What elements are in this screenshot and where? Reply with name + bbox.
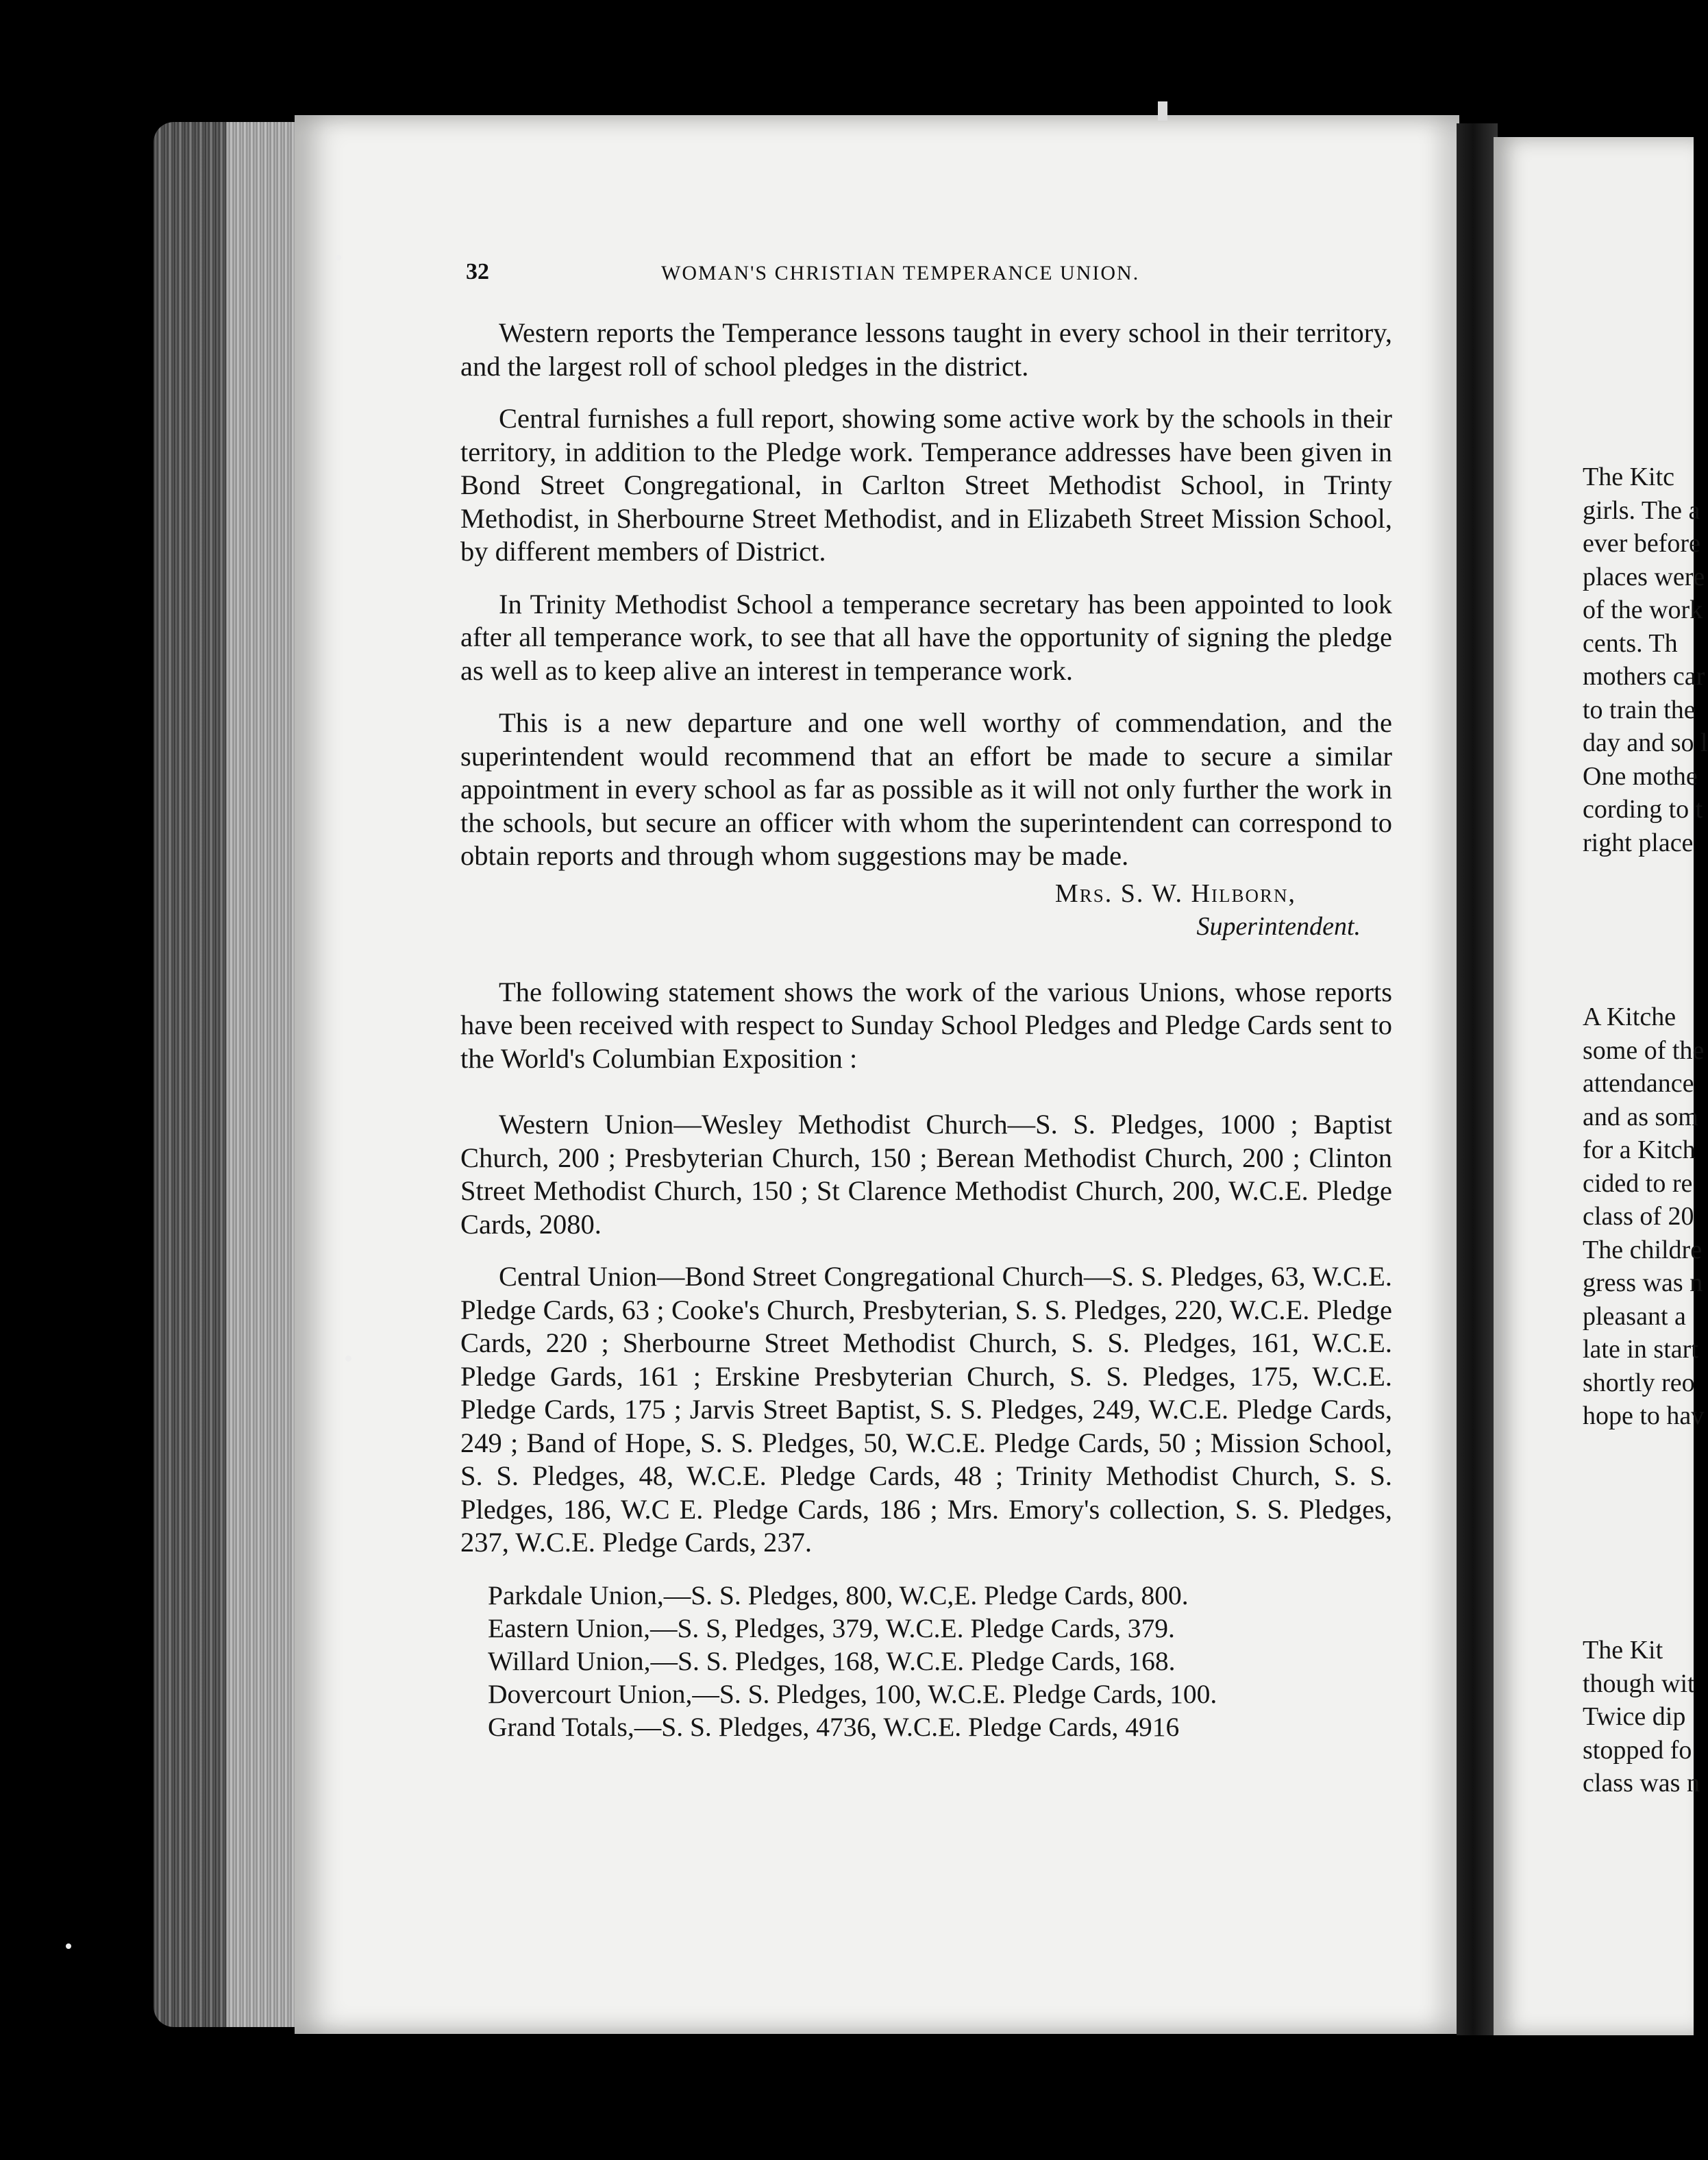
right-page-line: to train the xyxy=(1583,695,1696,724)
paragraph-statement: The following statement shows the work of the various Unions, whose reports have been received with respect to Sunday School Pledges and Pledge Cards sent to the World's Columbian Exposition : xyxy=(460,976,1392,1074)
right-page-line: The Kit xyxy=(1583,1636,1663,1665)
right-page-line: for a Kitch xyxy=(1583,1136,1696,1164)
right-page-line: pleasant a xyxy=(1583,1301,1686,1331)
main-text-column xyxy=(460,317,1392,1743)
scan-speck xyxy=(336,255,341,260)
right-page-line: cided to re xyxy=(1583,1168,1693,1198)
right-page-line: cording to t xyxy=(1583,795,1703,824)
right-page-line: and as som xyxy=(1583,1102,1698,1131)
right-page-line: shortly reo xyxy=(1583,1368,1695,1397)
right-page-line: of the work xyxy=(1583,596,1703,624)
scan-artifact xyxy=(1158,101,1167,121)
grand-totals-line: Grand Totals,—S. S. Pledges, 4736, W.C.E. Pledge Cards, 4916 xyxy=(488,1711,1180,1742)
union-totals-list xyxy=(460,1579,1392,1743)
right-page-line: right place xyxy=(1583,828,1694,857)
book-gutter xyxy=(1457,123,1498,2035)
totals-line: Eastern Union,—S. S, Pledges, 379, W.C.E. Pledge Cards, 379. xyxy=(488,1612,1175,1643)
signature-name: Mrs. S. W. Hilborn, xyxy=(1054,879,1296,908)
right-page-fragment-3 xyxy=(1583,1634,1700,1800)
scan-speck xyxy=(66,1943,71,1949)
right-page-line: though wit xyxy=(1583,1669,1695,1698)
signature-title: Superintendent. xyxy=(1196,911,1361,941)
paragraph-western-union: Western Union—Wesley Methodist Church—S. S. Pledges, 1000 ; Baptist Church, 200 ; Presbyterian Church, 150 ; Berean Methodist Church, 200 ; Clinton Street Methodist Church, 150 ; St Clarence Methodist Church, 200, W.C.E. Pledge Cards, 2080. xyxy=(460,1109,1392,1240)
right-page-line: cents. Th xyxy=(1583,628,1678,658)
scan-speck xyxy=(345,1355,351,1362)
right-page-line: girls. The a xyxy=(1583,495,1700,525)
running-head: WOMAN'S CHRISTIAN TEMPERANCE UNION. xyxy=(661,262,1140,284)
signature-block xyxy=(460,877,1361,943)
right-page-line: The Kitc xyxy=(1583,463,1675,491)
paragraph-western: Western reports the Temperance lessons taught in every school in their territory, and the largest roll of school pledges in the district. xyxy=(460,317,1392,382)
paragraph-central-union: Central Union—Bond Street Congregational Church—S. S. Pledges, 63, W.C.E. Pledge Cards, 63 ; Cooke's Church, Presbyterian, S. S. Pledges, 220, W.C.E. Pledge Cards, 220 ; Sherbourne Street Methodist Church, S. S. Pledges, 161, W.C.E. Pledge Gards, 161 ; Erskine Presbyterian Church, S. S. Pledges, 175, W.C.E. Pledge Cards, 175 ; Jarvis Street Baptist, S. S. Pledges, 249, W.C.E. Pledge Cards, 249 ; Band of Hope, S. S. Pledges, 50, W.C.E. Pledge Cards, 50 ; Mission School, S. S. Pledges, 48, W.C.E. Pledge Cards, 48 ; Trinity Methodist Church, S. S. Pledges, 186, W.C E. Pledge Cards, 186 ; Mrs. Emory's collection, S. S. Pledges, 237, W.C.E. Pledge Cards, 237. xyxy=(460,1261,1392,1558)
page-number: 32 xyxy=(466,259,489,284)
right-page-line: class was n xyxy=(1583,1769,1700,1797)
right-page-line: attendance xyxy=(1583,1069,1694,1098)
right-page-fragment-1 xyxy=(1583,461,1708,859)
right-page-line: Twice dip xyxy=(1583,1702,1686,1731)
right-page-line: The childre xyxy=(1583,1235,1703,1264)
right-page-line: day and so l xyxy=(1583,728,1708,757)
right-page-fragment-2 xyxy=(1583,1001,1705,1433)
totals-line: Willard Union,—S. S. Pledges, 168, W.C.E. Pledge Cards, 168. xyxy=(488,1645,1176,1676)
totals-line: Parkdale Union,—S. S. Pledges, 800, W.C,E. Pledge Cards, 800. xyxy=(488,1580,1189,1610)
right-page-line: gress was n xyxy=(1583,1268,1703,1297)
page-header xyxy=(466,259,1391,286)
right-page-line: class of 20 xyxy=(1583,1202,1694,1231)
right-page-line: late in start xyxy=(1583,1335,1698,1364)
paragraph-central: Central furnishes a full report, showing some active work by the schools in their territory, in addition to the Pledge work. Temperance addresses have been given in Bond Street Congregational, in Carlton Street Methodist School, in Trinty Methodist, in Sherbourne Street Methodist, and in Elizabeth Street Mission School, by different members of District. xyxy=(460,403,1392,567)
right-page-line: mothers car xyxy=(1583,662,1705,691)
paragraph-trinity: In Trinity Methodist School a temperance secretary has been appointed to look after all temperance work, to see that all have the opportunity of signing the pledge as well as to keep alive an interest in temperance work. xyxy=(460,588,1392,686)
right-page-line: some of the xyxy=(1583,1035,1705,1065)
right-page-line: places were xyxy=(1583,562,1705,591)
right-page-line: hope to hav xyxy=(1583,1401,1705,1430)
right-page-line: ever before xyxy=(1583,529,1700,558)
paragraph-departure: This is a new departure and one well worthy of commendation, and the superintendent would recommend that an effort be made to secure a similar appointment in every school as far as possible as it will not only further the work in the schools, but secure an officer with whom the superintendent can correspond to obtain reports and through whom suggestions may be made. xyxy=(460,707,1392,871)
totals-line: Dovercourt Union,—S. S. Pledges, 100, W.C.E. Pledge Cards, 100. xyxy=(488,1678,1217,1709)
right-page-line: One mothe xyxy=(1583,761,1698,791)
right-page-line: A Kitche xyxy=(1583,1003,1676,1031)
right-page-line: stopped fo xyxy=(1583,1735,1692,1765)
